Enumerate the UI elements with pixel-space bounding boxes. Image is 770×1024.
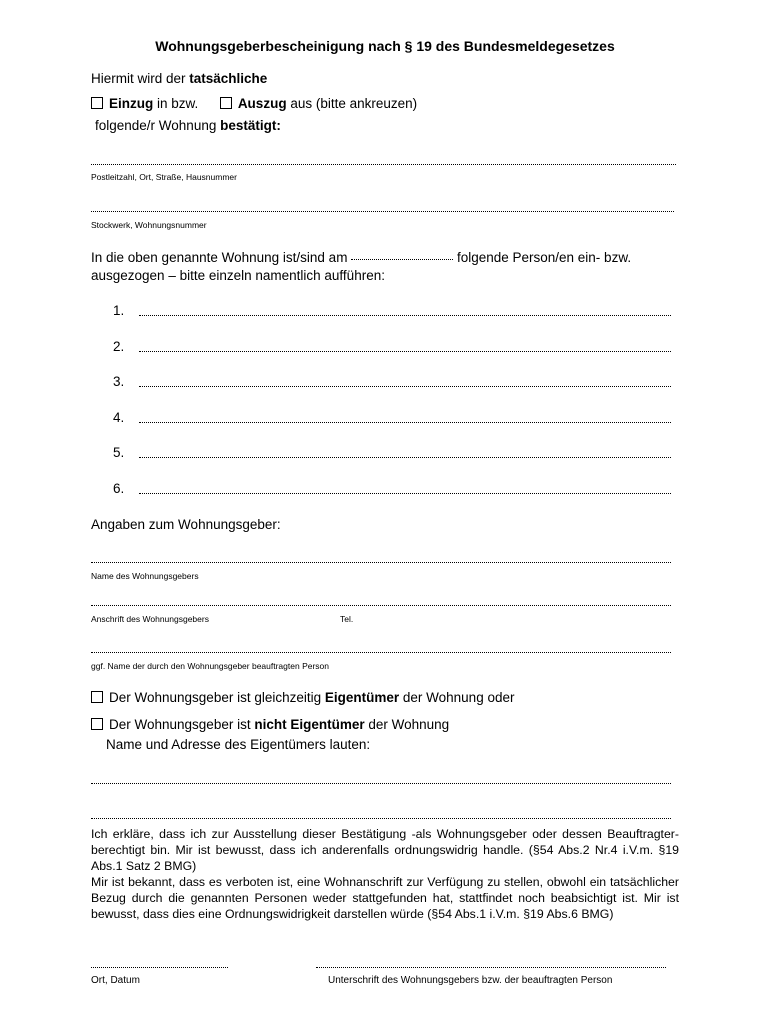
person-number: 4. <box>113 410 125 425</box>
declaration-paragraph-2: Mir ist bekannt, dass es verboten ist, eine Wohnanschrift zur Verfügung zu stellen, obwohl ein tatsächlicher Bezug durch die genannten Personen weder stattgefunden hat, stattfindet noch beabsichtigt ist. Mir ist bewusst, dass dies eine Ordnungswidrigkeit darstellen würde (§54 Abs.1 i.V.m. §19 Abs.6 BMG) <box>91 875 679 921</box>
landlord-tel-label: Tel. <box>340 614 354 624</box>
landlord-address-label: Anschrift des Wohnungsgebers <box>91 614 209 624</box>
person-number: 1. <box>113 303 125 318</box>
einzug-suffix: in bzw. <box>153 96 199 111</box>
auszug-checkbox[interactable] <box>220 97 232 109</box>
confirm-line2-bold: bestätigt: <box>220 118 281 133</box>
agent-name-label: ggf. Name der durch den Wohnungsgeber beauftragten Person <box>91 661 329 671</box>
signature-line[interactable] <box>316 967 666 968</box>
person-row <box>113 374 135 389</box>
owner-opt2-bold: nicht Eigentümer <box>254 717 365 732</box>
person-number: 3. <box>113 374 125 389</box>
moved-text2: folgende Person/en ein- bzw. <box>453 250 632 265</box>
owner-no-checkbox[interactable] <box>91 718 103 730</box>
document-title: Wohnungsgeberbescheinigung nach § 19 des Bundesmeldegesetzes <box>155 38 615 54</box>
signature-label: Unterschrift des Wohnungsgebers bzw. der beauftragten Person <box>328 975 613 986</box>
owner-line-2[interactable] <box>91 818 671 819</box>
person-row <box>113 481 135 496</box>
place-date-label: Ort, Datum <box>91 975 140 986</box>
moved-line2: ausgezogen – bitte einzeln namentlich aufführen: <box>91 268 385 283</box>
owner-opt2-text: Der Wohnungsgeber ist <box>109 717 255 732</box>
person-number: 5. <box>113 445 125 460</box>
landlord-heading: Angaben zum Wohnungsgeber: <box>91 517 281 532</box>
owner-line-1[interactable] <box>91 783 671 784</box>
owner-opt1-bold: Eigentümer <box>324 690 400 705</box>
person-number: 6. <box>113 481 125 496</box>
owner-option-1 <box>91 690 514 705</box>
moved-line1 <box>91 250 631 265</box>
address-label-2: Stockwerk, Wohnungsnummer <box>91 220 207 230</box>
place-date-line[interactable] <box>91 967 228 968</box>
person-line-5[interactable] <box>139 457 671 458</box>
einzug-label: Einzug <box>109 96 154 111</box>
address-line-1[interactable] <box>91 164 676 165</box>
confirm-lead <box>91 71 267 86</box>
moved-text1: In die oben genannte Wohnung ist/sind am <box>91 250 348 265</box>
agent-name-line[interactable] <box>91 652 671 653</box>
address-line-2[interactable] <box>91 211 674 212</box>
einzug-checkbox[interactable] <box>91 97 103 109</box>
owner-opt1-suffix: der Wohnung oder <box>399 690 515 705</box>
move-type-row <box>91 96 417 111</box>
moved-date-field[interactable] <box>351 259 453 260</box>
owner-opt2-suffix: der Wohnung <box>364 717 450 732</box>
landlord-name-line[interactable] <box>91 562 671 563</box>
auszug-label: Auszug <box>237 96 287 111</box>
address-label-1: Postleitzahl, Ort, Straße, Hausnummer <box>91 172 237 182</box>
person-row <box>113 410 135 425</box>
landlord-name-label: Name des Wohnungsgebers <box>91 571 199 581</box>
person-line-3[interactable] <box>139 386 671 387</box>
confirm-lead-bold: tatsächliche <box>189 71 268 86</box>
declaration-paragraph-1: Ich erkläre, dass ich zur Ausstellung dieser Bestätigung -als Wohnungsgeber oder dessen Beauftragter- berechtigt bin. Mir ist bewusst, dass ich anderenfalls ordnungswidrig handle. (§54 Abs.2 Nr.4 i.V.m. §19 Abs.1 Satz 2 BMG) <box>91 827 679 873</box>
owner-option-2 <box>91 717 449 732</box>
person-row <box>113 303 135 318</box>
auszug-suffix: aus (bitte ankreuzen) <box>286 96 418 111</box>
person-row <box>113 339 135 354</box>
landlord-address-line[interactable] <box>91 605 671 606</box>
owner-yes-checkbox[interactable] <box>91 691 103 703</box>
person-line-1[interactable] <box>139 315 671 316</box>
confirm-lead-text: Hiermit wird der <box>91 71 190 86</box>
person-number: 2. <box>113 339 125 354</box>
person-line-6[interactable] <box>139 493 671 494</box>
confirm-line2-text: folgende/r Wohnung <box>95 118 221 133</box>
person-row <box>113 445 135 460</box>
person-line-2[interactable] <box>139 351 671 352</box>
confirm-line2 <box>95 118 281 133</box>
owner-opt1-text: Der Wohnungsgeber ist gleichzeitig <box>109 690 325 705</box>
owner-name-address-prompt: Name und Adresse des Eigentümers lauten: <box>106 737 371 752</box>
person-line-4[interactable] <box>139 422 671 423</box>
